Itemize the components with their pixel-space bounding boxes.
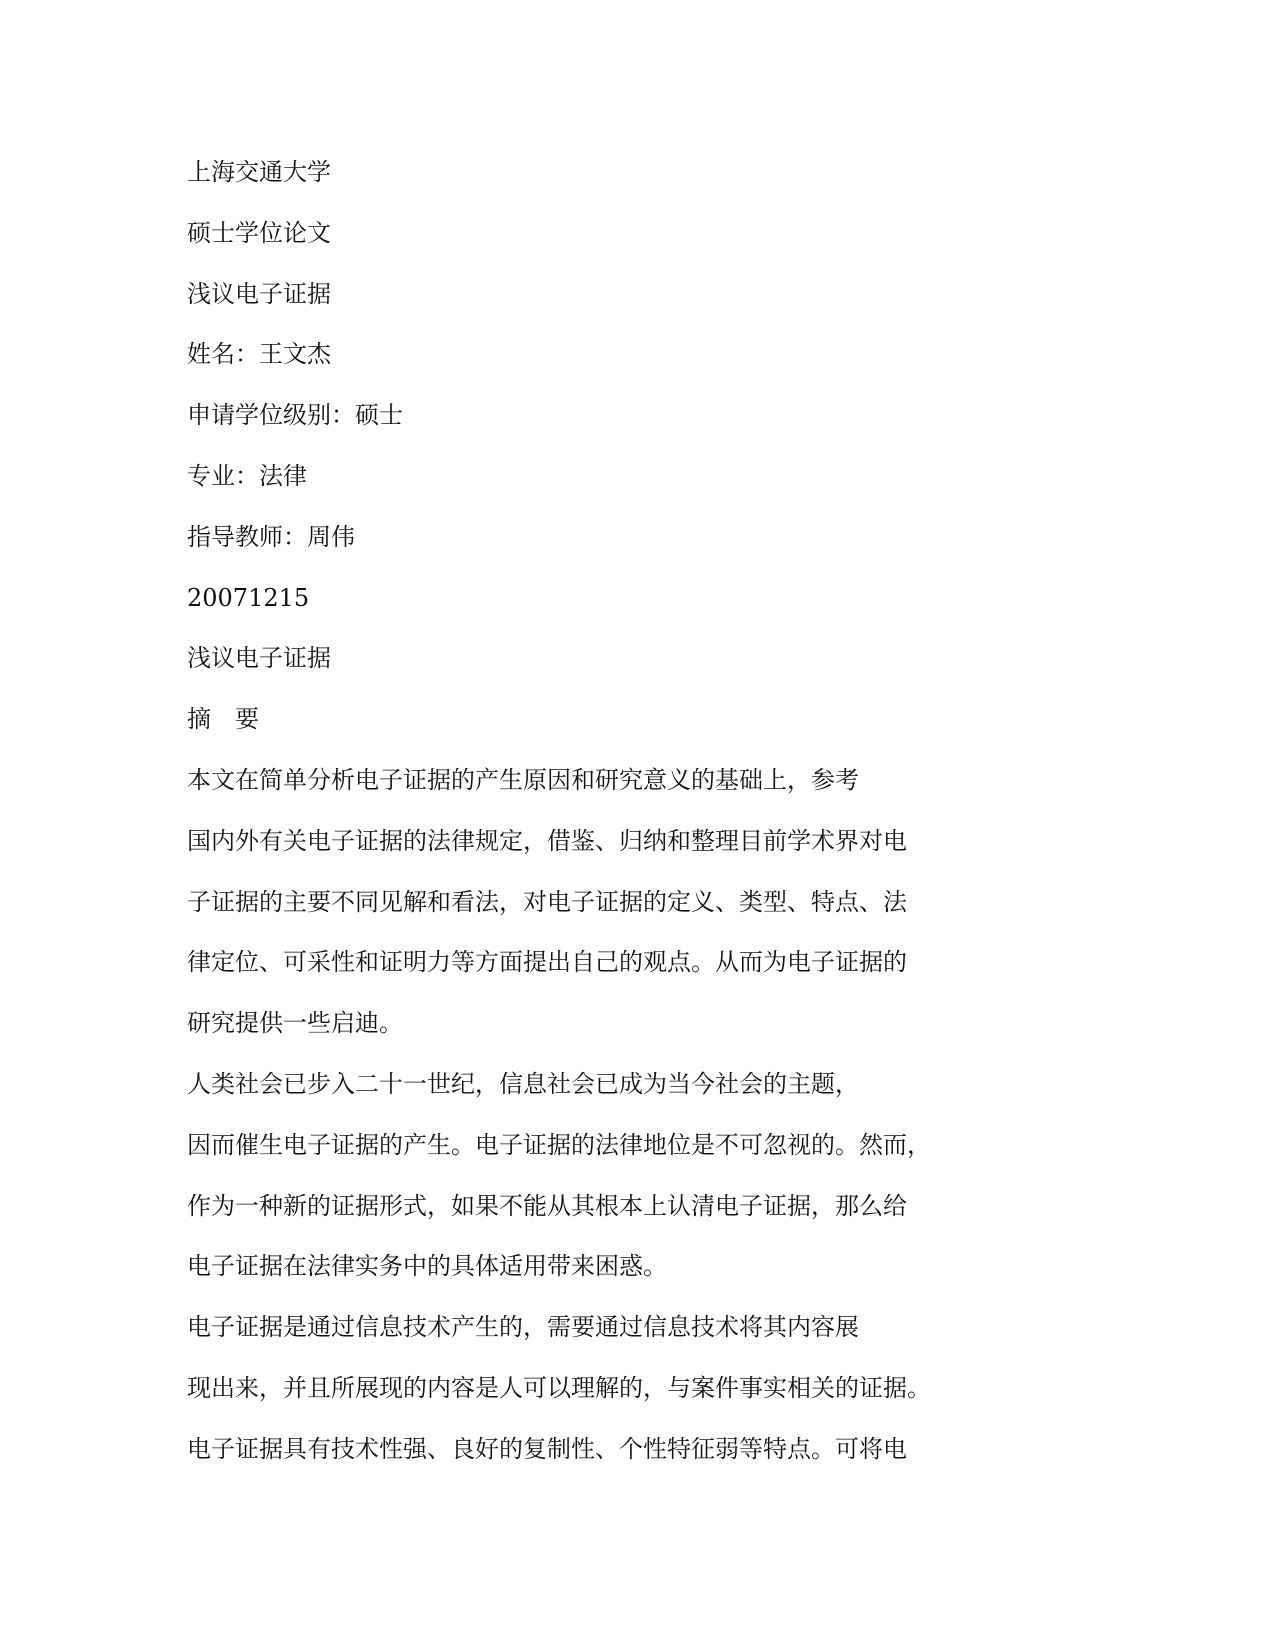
university-name: 上海交通大学	[187, 158, 331, 186]
major: 专业：法律	[187, 461, 307, 490]
body-line: 现出来，并且所展现的内容是人可以理解的，与案件事实相关的证据。	[187, 1373, 931, 1402]
advisor: 指导教师：周伟	[187, 522, 355, 551]
date: 20071215	[187, 583, 310, 612]
body-line: 律定位、可采性和证明力等方面提出自己的观点。从而为电子证据的	[187, 948, 907, 977]
thesis-title: 浅议电子证据	[187, 279, 331, 308]
author-name: 姓名：王文杰	[187, 340, 331, 369]
body-line: 国内外有关电子证据的法律规定，借鉴、归纳和整理目前学术界对电	[187, 826, 907, 855]
body-line: 因而催生电子证据的产生。电子证据的法律地位是不可忽视的。然而，	[187, 1130, 931, 1159]
body-line: 电子证据具有技术性强、良好的复制性、个性特征弱等特点。可将电	[187, 1434, 907, 1463]
degree-type: 硕士学位论文	[187, 218, 331, 247]
body-line: 本文在简单分析电子证据的产生原因和研究意义的基础上，参考	[187, 765, 859, 794]
body-line: 电子证据在法律实务中的具体适用带来困惑。	[187, 1252, 667, 1281]
abstract-heading: 摘 要	[187, 705, 259, 734]
body-line: 电子证据是通过信息技术产生的，需要通过信息技术将其内容展	[187, 1313, 859, 1342]
document-body	[187, 142, 1087, 1480]
thesis-title-repeat: 浅议电子证据	[187, 644, 331, 673]
body-line: 作为一种新的证据形式，如果不能从其根本上认清电子证据，那么给	[187, 1191, 907, 1220]
body-line: 研究提供一些启迪。	[187, 1009, 403, 1038]
body-line: 人类社会已步入二十一世纪，信息社会已成为当今社会的主题，	[187, 1069, 859, 1098]
body-line: 子证据的主要不同见解和看法，对电子证据的定义、类型、特点、法	[187, 887, 907, 916]
degree-level: 申请学位级别：硕士	[187, 401, 403, 430]
